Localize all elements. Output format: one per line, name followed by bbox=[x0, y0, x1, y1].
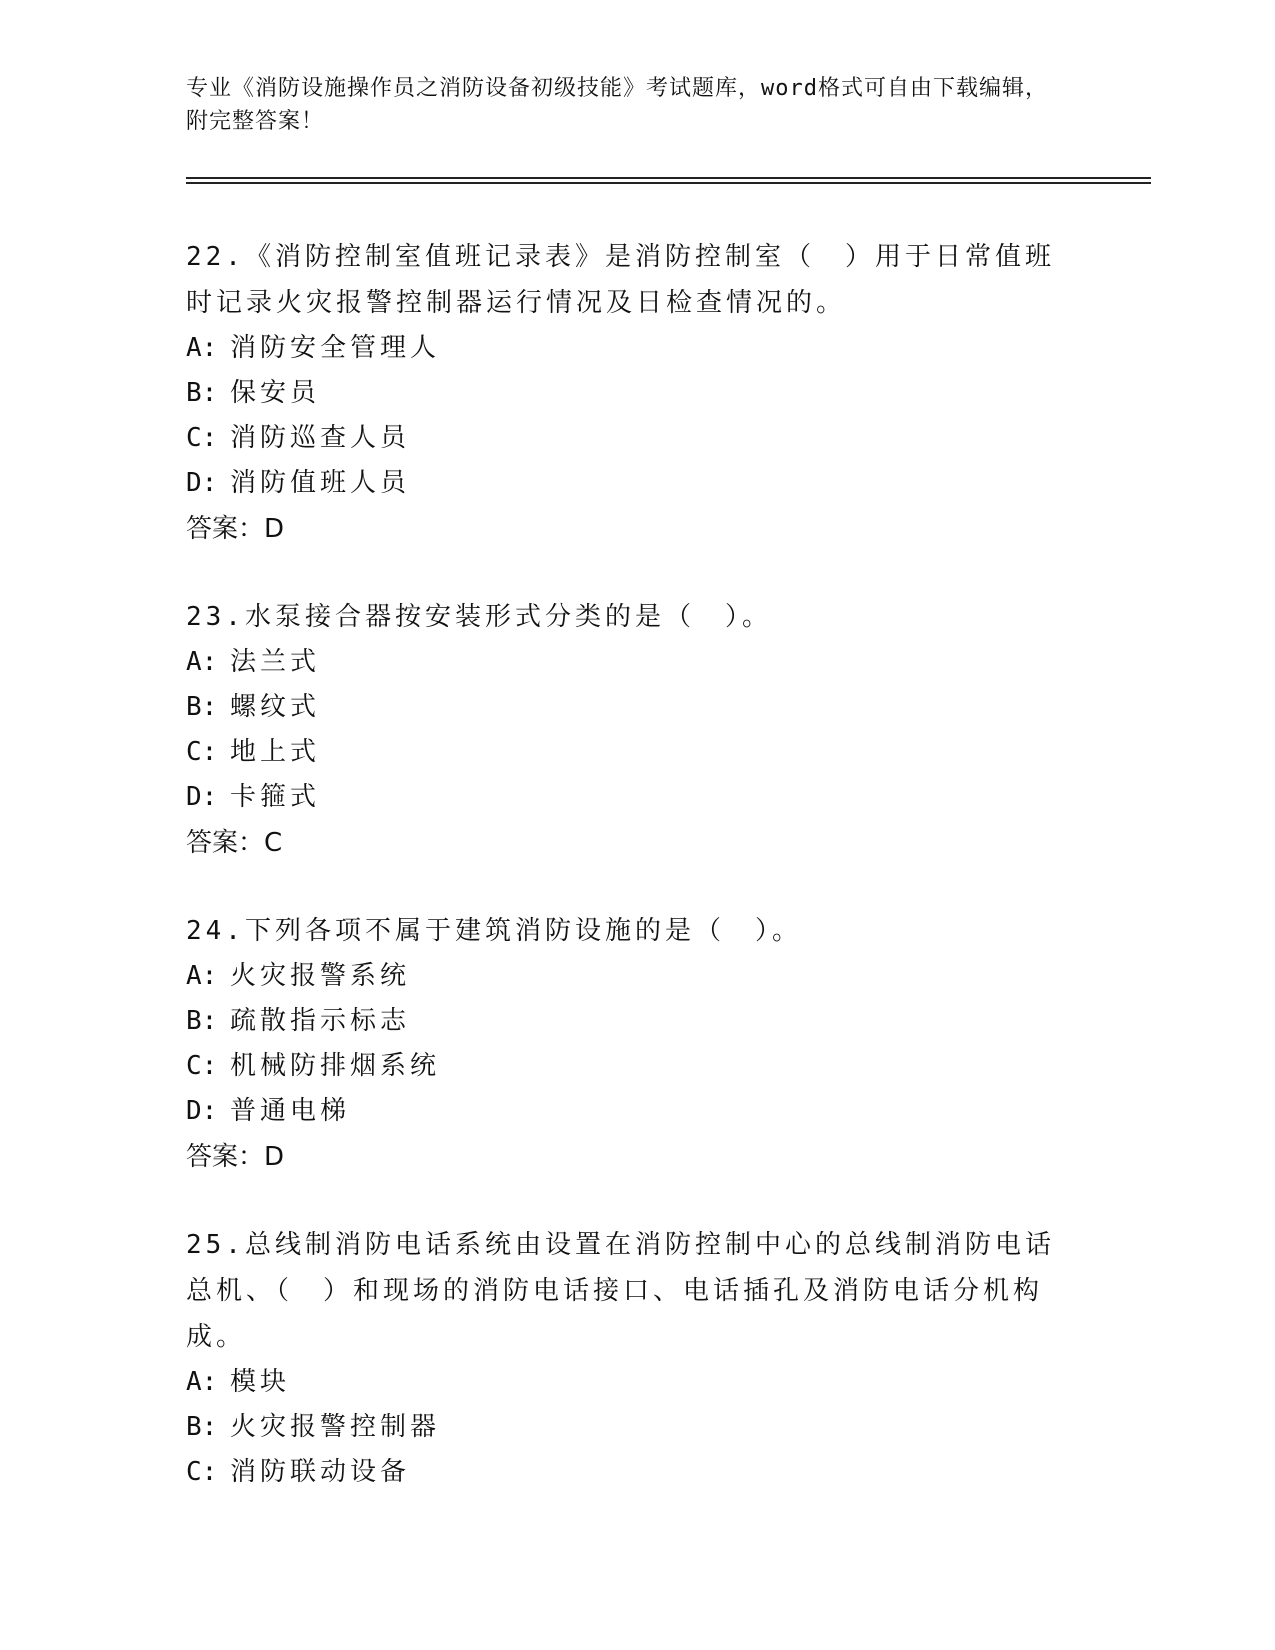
option-letter: C: bbox=[186, 737, 218, 767]
option-c bbox=[186, 416, 1076, 461]
option-letter: B: bbox=[186, 1006, 218, 1036]
question-list bbox=[186, 234, 1076, 1537]
option-letter: B: bbox=[186, 1412, 218, 1442]
option-letter: D: bbox=[186, 468, 218, 498]
option-text: 消防联动设备 bbox=[230, 1457, 411, 1487]
answer-line: 答案：D bbox=[186, 1142, 285, 1172]
option-b bbox=[186, 1405, 1076, 1450]
option-text: 疏散指示标志 bbox=[230, 1006, 411, 1036]
option-d bbox=[186, 775, 1076, 820]
option-letter: C: bbox=[186, 423, 218, 453]
question-22 bbox=[186, 234, 1076, 552]
option-text: 地上式 bbox=[230, 737, 321, 767]
question-stem: 24.下列各项不属于建筑消防设施的是（ ）。 bbox=[186, 916, 802, 946]
question-stem: 22.《消防控制室值班记录表》是消防控制室（ ）用于日常值班时记录火灾报警控制器运行情况及日检查情况的。 bbox=[186, 242, 1055, 318]
option-text: 消防值班人员 bbox=[230, 468, 411, 498]
option-text: 机械防排烟系统 bbox=[230, 1051, 441, 1081]
option-letter: C: bbox=[186, 1457, 218, 1487]
option-letter: A: bbox=[186, 647, 218, 677]
option-a bbox=[186, 326, 1076, 371]
option-text: 普通电梯 bbox=[230, 1096, 351, 1126]
question-24 bbox=[186, 908, 1076, 1180]
option-letter: A: bbox=[186, 961, 218, 991]
option-letter: A: bbox=[186, 1367, 218, 1397]
option-a bbox=[186, 954, 1076, 999]
option-text: 螺纹式 bbox=[230, 692, 321, 722]
answer-line: 答案：D bbox=[186, 514, 285, 544]
option-letter: B: bbox=[186, 692, 218, 722]
option-letter: D: bbox=[186, 1096, 218, 1126]
option-text: 消防安全管理人 bbox=[230, 333, 441, 363]
option-text: 消防巡查人员 bbox=[230, 423, 411, 453]
option-letter: D: bbox=[186, 782, 218, 812]
question-23 bbox=[186, 594, 1076, 866]
document-header: 专业《消防设施操作员之消防设备初级技能》考试题库，word格式可自由下载编辑，附完整答案！ bbox=[186, 76, 1048, 134]
header-divider-bottom bbox=[186, 182, 1151, 184]
option-c bbox=[186, 1044, 1076, 1089]
question-25 bbox=[186, 1222, 1076, 1495]
header-divider-top bbox=[186, 177, 1151, 179]
option-text: 火灾报警控制器 bbox=[230, 1412, 441, 1442]
option-letter: C: bbox=[186, 1051, 218, 1081]
option-text: 卡箍式 bbox=[230, 782, 321, 812]
option-b bbox=[186, 371, 1076, 416]
option-d bbox=[186, 1089, 1076, 1134]
option-text: 模块 bbox=[230, 1367, 291, 1397]
option-a bbox=[186, 640, 1076, 685]
answer-line: 答案：C bbox=[186, 828, 283, 858]
option-text: 保安员 bbox=[230, 378, 321, 408]
option-b bbox=[186, 685, 1076, 730]
option-text: 法兰式 bbox=[230, 647, 321, 677]
option-letter: B: bbox=[186, 378, 218, 408]
option-text: 火灾报警系统 bbox=[230, 961, 411, 991]
question-stem: 23.水泵接合器按安装形式分类的是（ ）。 bbox=[186, 602, 772, 632]
option-d bbox=[186, 461, 1076, 506]
option-a bbox=[186, 1360, 1076, 1405]
question-stem: 25.总线制消防电话系统由设置在消防控制中心的总线制消防电话总机、（ ）和现场的消防电话接口、电话插孔及消防电话分机构成。 bbox=[186, 1230, 1055, 1352]
option-b bbox=[186, 999, 1076, 1044]
option-c bbox=[186, 1450, 1076, 1495]
option-c bbox=[186, 730, 1076, 775]
option-letter: A: bbox=[186, 333, 218, 363]
